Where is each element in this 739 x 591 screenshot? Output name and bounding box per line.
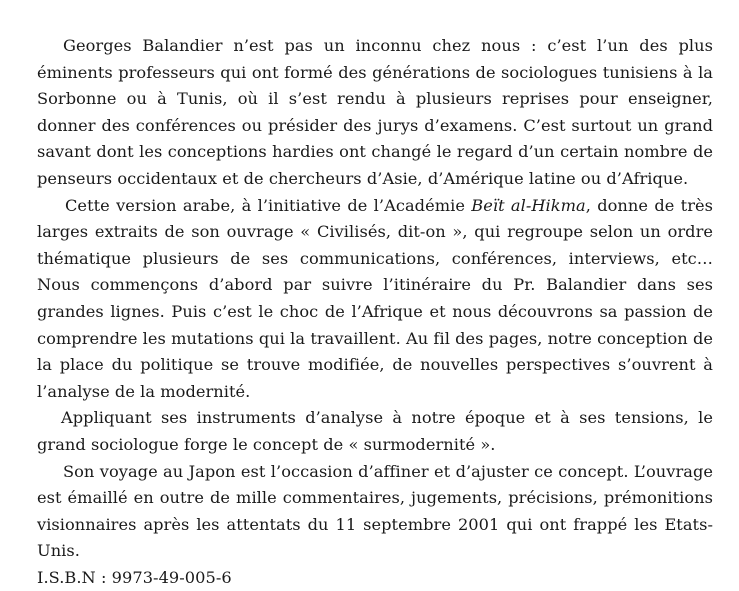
document-body [37, 33, 713, 591]
paragraph-2-text-before: Cette version arabe, à l’initiative de l’Académie [65, 195, 472, 215]
paragraph-4: Son voyage au Japon est l’occasion d’affiner et d’ajuster ce concept. L’ouvrage est émaillé en outre de mille commentaires, jugements, précisions, prémonitions visionnaires après les attentats du 11 septembre 2001 qui ont frappé les Etats-Unis. [37, 461, 713, 561]
paragraph-2 [37, 193, 713, 406]
paragraph-3: Appliquant ses instruments d’analyse à notre époque et à ses tensions, le grand sociologue forge le concept de « surmodernité ». [37, 408, 713, 454]
paragraph-1: Georges Balandier n’est pas un inconnu chez nous : c’est l’un des plus éminents professeurs qui ont formé des générations de sociologues tunisiens à la Sorbonne ou à Tunis, où il s’est rendu à plusieurs reprises pour enseigner, donner des conférences ou présider des jurys d’examens. C’est surtout un grand savant dont les conceptions hardies ont changé le regard d’un certain nombre de penseurs occidentaux et de chercheurs d’Asie, d’Amérique latine ou d’Afrique. [37, 36, 713, 188]
paragraph-2-text-after: , donne de très larges extraits de son ouvrage « Civilisés, dit-on », qui regroupe selon un ordre thématique plusieurs de ses communications, conférences, interviews, etc… Nous commençons d’abord par suivre l’itinéraire du Pr. Balandier dans ses grandes lignes. Puis c’est le choc de l’Afrique et nous découvrons sa passion de comprendre les mutations qui la travaillent. Au fil des pages, notre conception de la place du politique se trouve modifiée, de nouvelles perspectives s’ouvrent à l’analyse de la modernité. [37, 195, 713, 401]
paragraph-2-italic-title: Beït al-Hikma [471, 195, 586, 215]
isbn-line: I.S.B.N : 9973-49-005-6 [37, 567, 232, 587]
